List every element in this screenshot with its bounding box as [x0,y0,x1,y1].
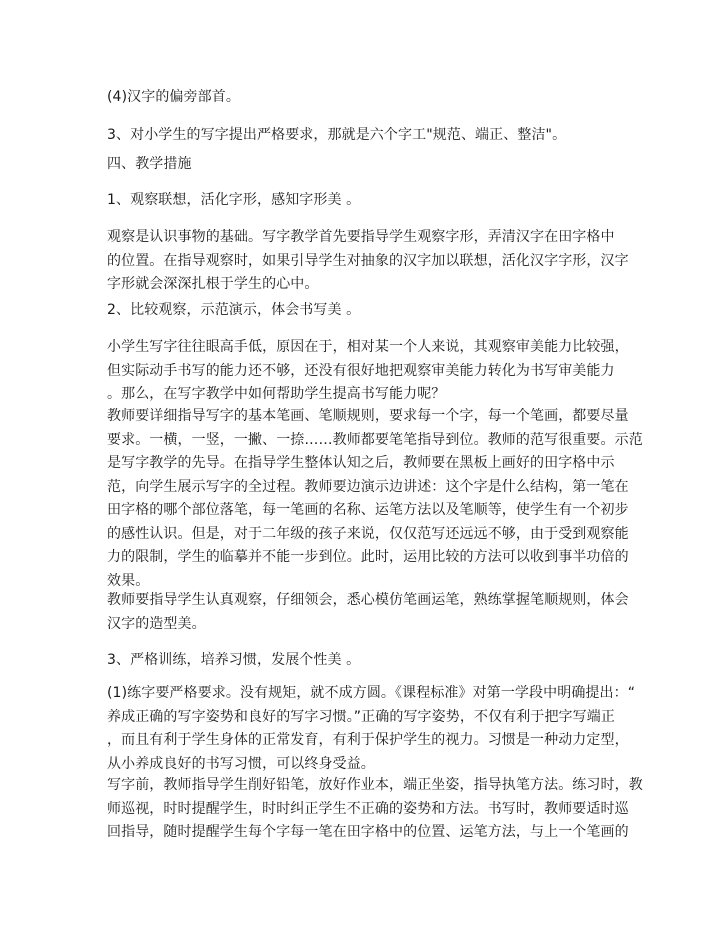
text-line: 四、教学措施 [107,156,192,172]
text-line: 写字前，教师指导学生削好铅笔，放好作业本，端正坐姿，指导执笔方法。练习时，教 [107,777,643,793]
text-line: 观察是认识事物的基础。写字教学首先要指导学生观察字形，弄清汉字在田字格中 [107,229,615,245]
paragraph-before-writing [107,774,643,845]
subheading-compare-demonstrate [107,300,617,321]
text-line: 3、严格训练，培养习惯，发展个性美 。 [107,652,361,668]
text-line: 但实际动手书写的能力还不够，还没有很好地把观察审美能力转化为书写审美能力 [107,362,615,379]
text-line: 是写字教学的先导。在指导学生整体认知之后，教师要在黑板上画好的田字格中示 [107,455,615,471]
text-line: 田字格的哪个部位落笔，每一笔画的名称、运笔方法以及笔顺等，使学生有一个初步 [107,502,629,518]
paragraph-student-writing-ability [107,336,629,407]
text-line: (1)练字要严格要求。没有规矩，就不成方圆。《课程标准》对第一学段中明确提出：“ [107,685,636,701]
text-line: 养成正确的写字姿势和良好的写字习惯。”正确的写字姿势，不仅有利于把字写端正 [107,708,615,725]
section-heading-teaching-measures [107,154,617,175]
text-line: (4)汉字的偏旁部首。 [107,89,240,105]
text-line: 教师要指导学生认真观察，仔细领会，悉心模仿笔画运笔，熟练掌握笔顺规则，体会 [107,592,629,608]
subheading-observe-associate [107,190,617,211]
text-line: 力的限制，学生的临摹并不能一步到位。此时，运用比较的方法可以收到事半功倍的 [107,549,629,565]
text-line: 字形就会深深扎根于学生的心中。 [107,276,319,292]
text-line: 范，向学生展示写字的全过程。教师要边演示边讲述：这个字是什么结构，第一笔在 [107,478,629,495]
text-line: 1、观察联想，活化字形，感知字形美 。 [107,192,361,208]
paragraph-radical-item [107,87,617,108]
text-line: 效果。 [107,572,150,589]
text-line: 回指导，随时提醒学生每个字每一笔在田字格中的位置、运笔方法，与上一个笔画的 [107,824,629,840]
subheading-strict-training [107,650,617,671]
paragraph-writing-requirements [107,125,617,146]
text-line: 的感性认识。但是，对于二年级的孩子来说，仅仅范写还远远不够，由于受到观察能 [107,525,629,542]
text-line: ，而且有利于学生身体的正常发育，有利于保护学生的视力。习惯是一种动力定型， [107,732,629,748]
text-line: 要求。一横，一竖，一撇、一捺……教师都要笔笔指导到位。教师的范写很重要。示范 [107,431,643,448]
paragraph-careful-observation [107,589,629,636]
text-line: 小学生写字往往眼高手低，原因在于，相对某一个人来说，其观察审美能力比较强， [107,339,629,355]
text-line: 师巡视，时时提醒学生，时时纠正学生不正确的姿势和方法。书写时，教师要适时巡 [107,800,629,817]
paragraph-teacher-guidance [107,405,643,593]
text-line: 的位置。在指导观察时，如果引导学生对抽象的汉字加以联想，活化汉字字形，汉字 [107,252,629,269]
text-line: 教师要详细指导写字的基本笔画、笔顺规则，要求每一个字，每一个笔画，都要尽量 [107,408,629,424]
text-line: 3、对小学生的写字提出严格要求，那就是六个字工"规范、端正、整洁"。 [107,127,567,143]
text-line: 汉字的造型美。 [107,615,206,632]
paragraph-observation-basis [107,226,629,297]
text-line: 2、比较观察，示范演示，体会书写美 。 [107,302,361,318]
text-line: 从小养成良好的书写习惯，可以终身受益。 [107,755,375,772]
paragraph-strict-practice [107,682,636,776]
text-line: 。那么，在写字教学中如何帮助学生提高书写能力呢？ [107,386,446,402]
